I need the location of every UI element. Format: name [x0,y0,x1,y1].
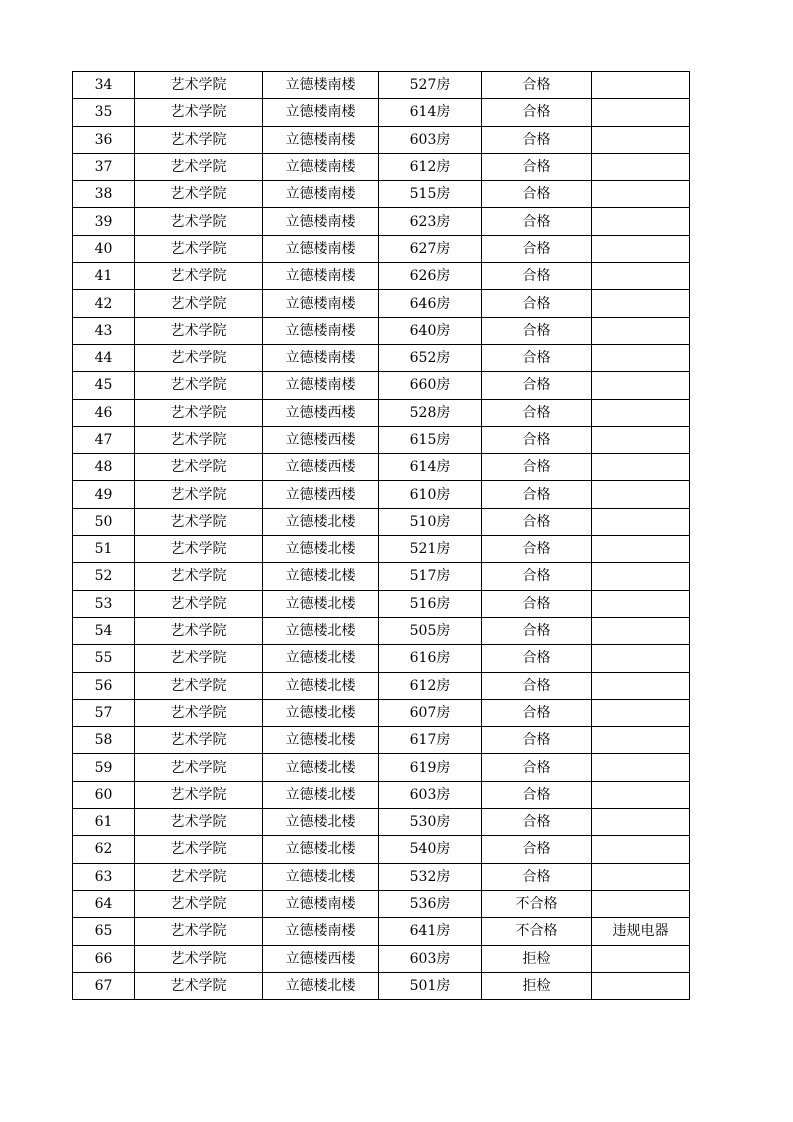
college-cell: 艺术学院 [135,863,263,890]
result-cell: 合格 [482,263,592,290]
building-cell: 立德楼北楼 [263,836,379,863]
table-row [73,99,690,126]
table-row [73,153,690,180]
college-cell: 艺术学院 [135,890,263,917]
room-cell: 627房 [379,235,482,262]
building-cell: 立德楼南楼 [263,317,379,344]
college-cell: 艺术学院 [135,781,263,808]
result-cell: 合格 [482,781,592,808]
table-row [73,972,690,999]
remark-cell [592,754,690,781]
building-cell: 立德楼北楼 [263,972,379,999]
room-cell: 614房 [379,99,482,126]
building-cell: 立德楼西楼 [263,426,379,453]
building-cell: 立德楼南楼 [263,181,379,208]
result-cell: 合格 [482,617,592,644]
college-cell: 艺术学院 [135,99,263,126]
result-cell: 合格 [482,508,592,535]
room-cell: 603房 [379,126,482,153]
room-cell: 612房 [379,153,482,180]
building-cell: 立德楼南楼 [263,126,379,153]
room-cell: 617房 [379,727,482,754]
result-cell: 合格 [482,399,592,426]
building-cell: 立德楼北楼 [263,536,379,563]
row-number-cell: 53 [73,590,135,617]
building-cell: 立德楼南楼 [263,372,379,399]
row-number-cell: 47 [73,426,135,453]
table-row [73,372,690,399]
college-cell: 艺术学院 [135,263,263,290]
remark-cell [592,126,690,153]
row-number-cell: 38 [73,181,135,208]
building-cell: 立德楼南楼 [263,99,379,126]
college-cell: 艺术学院 [135,727,263,754]
building-cell: 立德楼北楼 [263,727,379,754]
remark-cell [592,945,690,972]
college-cell: 艺术学院 [135,181,263,208]
remark-cell [592,699,690,726]
remark-cell [592,536,690,563]
remark-cell [592,727,690,754]
building-cell: 立德楼西楼 [263,945,379,972]
result-cell: 拒检 [482,972,592,999]
college-cell: 艺术学院 [135,836,263,863]
room-cell: 536房 [379,890,482,917]
row-number-cell: 62 [73,836,135,863]
college-cell: 艺术学院 [135,536,263,563]
remark-cell [592,72,690,99]
building-cell: 立德楼西楼 [263,399,379,426]
row-number-cell: 34 [73,72,135,99]
college-cell: 艺术学院 [135,563,263,590]
room-cell: 652房 [379,344,482,371]
college-cell: 艺术学院 [135,72,263,99]
table-row [73,754,690,781]
building-cell: 立德楼北楼 [263,754,379,781]
table-row [73,699,690,726]
row-number-cell: 50 [73,508,135,535]
room-cell: 510房 [379,508,482,535]
row-number-cell: 49 [73,481,135,508]
row-number-cell: 37 [73,153,135,180]
college-cell: 艺术学院 [135,153,263,180]
result-cell: 合格 [482,590,592,617]
table-row [73,317,690,344]
building-cell: 立德楼南楼 [263,235,379,262]
table-row [73,945,690,972]
building-cell: 立德楼北楼 [263,590,379,617]
room-cell: 530房 [379,809,482,836]
result-cell: 合格 [482,208,592,235]
result-cell: 合格 [482,727,592,754]
college-cell: 艺术学院 [135,672,263,699]
remark-cell [592,645,690,672]
row-number-cell: 43 [73,317,135,344]
remark-cell [592,972,690,999]
table-row [73,508,690,535]
row-number-cell: 35 [73,99,135,126]
result-cell: 合格 [482,181,592,208]
college-cell: 艺术学院 [135,699,263,726]
table-row [73,672,690,699]
row-number-cell: 58 [73,727,135,754]
row-number-cell: 55 [73,645,135,672]
room-cell: 615房 [379,426,482,453]
result-cell: 合格 [482,344,592,371]
building-cell: 立德楼西楼 [263,454,379,481]
college-cell: 艺术学院 [135,508,263,535]
room-cell: 528房 [379,399,482,426]
remark-cell [592,317,690,344]
result-cell: 合格 [482,317,592,344]
building-cell: 立德楼西楼 [263,481,379,508]
building-cell: 立德楼南楼 [263,263,379,290]
room-cell: 626房 [379,263,482,290]
table-row [73,208,690,235]
building-cell: 立德楼北楼 [263,563,379,590]
remark-cell [592,99,690,126]
college-cell: 艺术学院 [135,317,263,344]
building-cell: 立德楼南楼 [263,72,379,99]
building-cell: 立德楼北楼 [263,781,379,808]
row-number-cell: 39 [73,208,135,235]
building-cell: 立德楼北楼 [263,672,379,699]
row-number-cell: 61 [73,809,135,836]
remark-cell [592,235,690,262]
remark-cell [592,290,690,317]
remark-cell [592,208,690,235]
result-cell: 合格 [482,809,592,836]
row-number-cell: 64 [73,890,135,917]
room-cell: 616房 [379,645,482,672]
row-number-cell: 44 [73,344,135,371]
room-cell: 623房 [379,208,482,235]
result-cell: 合格 [482,645,592,672]
remark-cell [592,426,690,453]
result-cell: 合格 [482,72,592,99]
building-cell: 立德楼北楼 [263,617,379,644]
result-cell: 合格 [482,454,592,481]
college-cell: 艺术学院 [135,481,263,508]
table-row [73,727,690,754]
room-cell: 516房 [379,590,482,617]
row-number-cell: 40 [73,235,135,262]
table-row [73,836,690,863]
building-cell: 立德楼南楼 [263,890,379,917]
room-cell: 517房 [379,563,482,590]
remark-cell [592,372,690,399]
building-cell: 立德楼南楼 [263,208,379,235]
remark-cell [592,263,690,290]
row-number-cell: 54 [73,617,135,644]
college-cell: 艺术学院 [135,290,263,317]
table-row [73,72,690,99]
row-number-cell: 42 [73,290,135,317]
college-cell: 艺术学院 [135,426,263,453]
room-cell: 501房 [379,972,482,999]
room-cell: 612房 [379,672,482,699]
result-cell: 合格 [482,536,592,563]
college-cell: 艺术学院 [135,617,263,644]
remark-cell [592,836,690,863]
table-row [73,617,690,644]
room-cell: 603房 [379,781,482,808]
result-cell: 不合格 [482,890,592,917]
result-cell: 合格 [482,699,592,726]
college-cell: 艺术学院 [135,399,263,426]
room-cell: 640房 [379,317,482,344]
table-row [73,235,690,262]
row-number-cell: 60 [73,781,135,808]
table-row [73,399,690,426]
college-cell: 艺术学院 [135,918,263,945]
result-cell: 合格 [482,290,592,317]
result-cell: 合格 [482,153,592,180]
remark-cell [592,481,690,508]
result-cell: 合格 [482,235,592,262]
college-cell: 艺术学院 [135,344,263,371]
remark-cell [592,809,690,836]
building-cell: 立德楼南楼 [263,344,379,371]
table-row [73,536,690,563]
result-cell: 合格 [482,426,592,453]
result-cell: 合格 [482,863,592,890]
remark-cell [592,454,690,481]
table-row [73,181,690,208]
remark-cell [592,344,690,371]
remark-cell [592,563,690,590]
room-cell: 646房 [379,290,482,317]
room-cell: 614房 [379,454,482,481]
room-cell: 610房 [379,481,482,508]
table-row [73,426,690,453]
room-cell: 521房 [379,536,482,563]
result-cell: 合格 [482,481,592,508]
building-cell: 立德楼北楼 [263,809,379,836]
room-cell: 641房 [379,918,482,945]
college-cell: 艺术学院 [135,809,263,836]
college-cell: 艺术学院 [135,372,263,399]
result-cell: 合格 [482,754,592,781]
row-number-cell: 57 [73,699,135,726]
row-number-cell: 52 [73,563,135,590]
building-cell: 立德楼南楼 [263,290,379,317]
table-row [73,590,690,617]
result-cell: 拒检 [482,945,592,972]
result-cell: 合格 [482,372,592,399]
row-number-cell: 65 [73,918,135,945]
room-cell: 505房 [379,617,482,644]
building-cell: 立德楼北楼 [263,699,379,726]
room-cell: 603房 [379,945,482,972]
result-cell: 合格 [482,99,592,126]
remark-cell: 违规电器 [592,918,690,945]
row-number-cell: 63 [73,863,135,890]
remark-cell [592,153,690,180]
room-cell: 619房 [379,754,482,781]
result-cell: 合格 [482,672,592,699]
room-cell: 660房 [379,372,482,399]
table-row [73,454,690,481]
table-row [73,809,690,836]
room-cell: 527房 [379,72,482,99]
remark-cell [592,863,690,890]
college-cell: 艺术学院 [135,235,263,262]
building-cell: 立德楼北楼 [263,863,379,890]
building-cell: 立德楼南楼 [263,918,379,945]
row-number-cell: 45 [73,372,135,399]
college-cell: 艺术学院 [135,754,263,781]
college-cell: 艺术学院 [135,972,263,999]
table-row [73,126,690,153]
table-row [73,918,690,945]
building-cell: 立德楼北楼 [263,508,379,535]
room-cell: 532房 [379,863,482,890]
remark-cell [592,399,690,426]
table-row [73,890,690,917]
row-number-cell: 59 [73,754,135,781]
college-cell: 艺术学院 [135,945,263,972]
table-row [73,344,690,371]
result-cell: 合格 [482,126,592,153]
remark-cell [592,672,690,699]
inspection-table [72,71,690,1000]
remark-cell [592,590,690,617]
row-number-cell: 46 [73,399,135,426]
table-row [73,481,690,508]
remark-cell [592,181,690,208]
college-cell: 艺术学院 [135,126,263,153]
building-cell: 立德楼南楼 [263,153,379,180]
table-row [73,781,690,808]
college-cell: 艺术学院 [135,208,263,235]
row-number-cell: 36 [73,126,135,153]
remark-cell [592,890,690,917]
remark-cell [592,508,690,535]
college-cell: 艺术学院 [135,454,263,481]
room-cell: 607房 [379,699,482,726]
table-row [73,563,690,590]
remark-cell [592,781,690,808]
college-cell: 艺术学院 [135,645,263,672]
result-cell: 合格 [482,836,592,863]
row-number-cell: 66 [73,945,135,972]
building-cell: 立德楼北楼 [263,645,379,672]
row-number-cell: 51 [73,536,135,563]
table-row [73,645,690,672]
college-cell: 艺术学院 [135,590,263,617]
row-number-cell: 41 [73,263,135,290]
table-body [73,72,690,1000]
remark-cell [592,617,690,644]
room-cell: 540房 [379,836,482,863]
table-row [73,263,690,290]
table-row [73,863,690,890]
room-cell: 515房 [379,181,482,208]
result-cell: 不合格 [482,918,592,945]
table-row [73,290,690,317]
result-cell: 合格 [482,563,592,590]
row-number-cell: 56 [73,672,135,699]
row-number-cell: 48 [73,454,135,481]
row-number-cell: 67 [73,972,135,999]
